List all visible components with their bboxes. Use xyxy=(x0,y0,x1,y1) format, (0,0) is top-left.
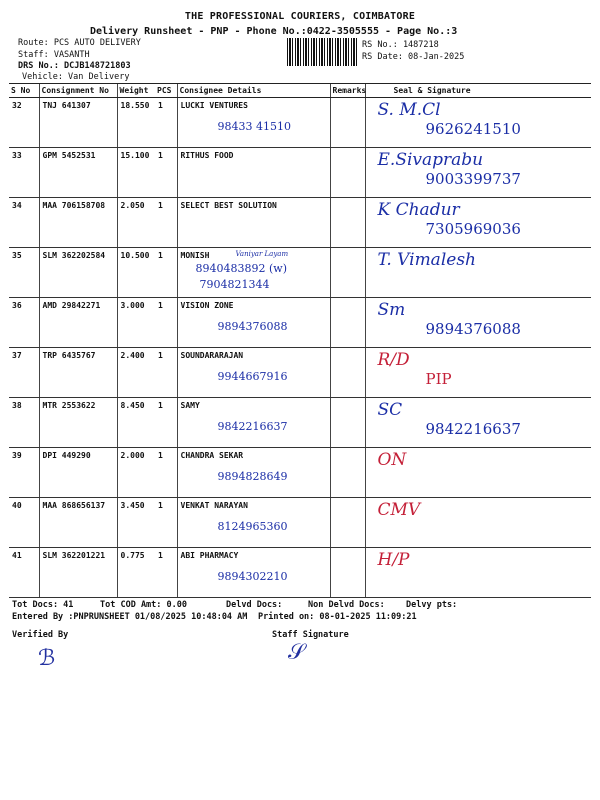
handwritten-signature: Sm xyxy=(377,300,406,320)
seal-signature-cell xyxy=(365,98,591,148)
consignee-cell xyxy=(177,148,330,198)
handwritten-seal-note: 9626241510 xyxy=(425,120,521,138)
consignment-no: TRP 6435767 xyxy=(39,348,117,398)
pcs: 1 xyxy=(155,248,177,298)
weight: 0.775 xyxy=(117,548,155,598)
handwritten-phone: 9842216637 xyxy=(217,420,288,433)
consignment-no: SLM 362201221 xyxy=(39,548,117,598)
company-title: THE PROFESSIONAL COURIERS, COIMBATORE xyxy=(184,11,416,22)
pcs: 1 xyxy=(155,298,177,348)
pcs: 1 xyxy=(155,398,177,448)
consignee-cell xyxy=(177,548,330,598)
consignee-name: SOUNDARARAJAN xyxy=(180,351,244,360)
col-consignment: Consignment No xyxy=(39,84,117,98)
handwritten-note: Vaniyar Layam xyxy=(235,250,289,258)
sno: 41 xyxy=(9,548,39,598)
runsheet-subtitle: Delivery Runsheet - PNP - Phone No.:0422-3505555 - Page No.:3 xyxy=(90,26,458,37)
staff-signature-label: Staff Signature xyxy=(272,630,349,640)
sno: 40 xyxy=(9,498,39,548)
consignment-no: MTR 2553622 xyxy=(39,398,117,448)
seal-signature-cell xyxy=(365,448,591,498)
handwritten-seal-note: PIP xyxy=(425,370,452,388)
remarks xyxy=(330,298,365,348)
consignee-cell xyxy=(177,298,330,348)
table-row xyxy=(9,198,591,248)
remarks xyxy=(330,448,365,498)
sno: 32 xyxy=(9,98,39,148)
weight: 2.400 xyxy=(117,348,155,398)
tot-docs: Tot Docs: 41 xyxy=(12,600,74,610)
handwritten-phone-2: 7904821344 xyxy=(199,278,270,291)
seal-signature-cell xyxy=(365,398,591,448)
weight: 3.000 xyxy=(117,298,155,348)
consignee-cell xyxy=(177,198,330,248)
handwritten-signature: SC xyxy=(377,400,403,420)
handwritten-signature: R/D xyxy=(377,350,410,370)
col-consignee: Consignee Details xyxy=(177,84,330,98)
seal-signature-cell xyxy=(365,298,591,348)
consignee-cell xyxy=(177,398,330,448)
consignee-name: MONISH xyxy=(180,251,210,260)
sno: 37 xyxy=(9,348,39,398)
table-header-row xyxy=(9,84,591,98)
seal-signature-cell xyxy=(365,498,591,548)
consignee-name: SELECT BEST SOLUTION xyxy=(180,201,277,210)
table-row xyxy=(9,98,591,148)
handwritten-seal-note: 9003399737 xyxy=(425,170,521,188)
remarks xyxy=(330,198,365,248)
weight: 2.050 xyxy=(117,198,155,248)
handwritten-phone: 9894302210 xyxy=(217,570,288,583)
pcs: 1 xyxy=(155,198,177,248)
consignment-no: GPM 5452531 xyxy=(39,148,117,198)
consignee-name: VISION ZONE xyxy=(180,301,234,310)
remarks xyxy=(330,148,365,198)
weight: 15.100 xyxy=(117,148,155,198)
drs-number: DRS No.: DCJB148721803 xyxy=(18,61,131,71)
weight: 10.500 xyxy=(117,248,155,298)
table-row xyxy=(9,548,591,598)
verified-by: Verified By xyxy=(12,630,69,640)
handwritten-signature: CMV xyxy=(377,500,421,520)
handwritten-signature: H/P xyxy=(377,550,410,570)
consignee-cell xyxy=(177,248,330,298)
table-row xyxy=(9,148,591,198)
seal-signature-cell xyxy=(365,148,591,198)
consignee-name: RITHUS FOOD xyxy=(180,151,234,160)
table-row xyxy=(9,248,591,298)
pcs: 1 xyxy=(155,148,177,198)
entered-by: Entered By :PNPRUNSHEET 01/08/2025 10:48:04 AM xyxy=(12,612,248,622)
col-seal: Seal & Signature xyxy=(365,84,591,98)
remarks xyxy=(330,398,365,448)
handwritten-phone: 98433 41510 xyxy=(217,120,291,133)
col-weight: Weight xyxy=(117,84,155,98)
staff-signature: 𝒮 xyxy=(288,640,306,665)
printed-on: Printed on: 08-01-2025 11:09:21 xyxy=(258,612,417,622)
handwritten-signature: T. Vimalesh xyxy=(377,250,476,270)
seal-signature-cell xyxy=(365,348,591,398)
route-label: Route: PCS AUTO DELIVERY xyxy=(18,38,141,48)
handwritten-seal-note: 9842216637 xyxy=(425,420,521,438)
rs-date: RS Date: 08-Jan-2025 xyxy=(362,52,465,62)
table-row xyxy=(9,298,591,348)
handwritten-signature: ON xyxy=(377,450,407,470)
vehicle-label: Vehicle: Van Delivery xyxy=(22,72,130,82)
handwritten-signature: E.Sivaprabu xyxy=(377,150,484,170)
barcode xyxy=(287,38,357,66)
sno: 34 xyxy=(9,198,39,248)
pcs: 1 xyxy=(155,548,177,598)
weight: 8.450 xyxy=(117,398,155,448)
seal-signature-cell xyxy=(365,248,591,298)
rs-number: RS No.: 1487218 xyxy=(362,40,439,50)
handwritten-phone: 9944667916 xyxy=(217,370,288,383)
col-sno: S No xyxy=(9,84,39,98)
handwritten-signature: S. M.Cl xyxy=(377,100,441,120)
handwritten-phone: 8124965360 xyxy=(217,520,288,533)
consignment-no: DPI 449290 xyxy=(39,448,117,498)
sno: 35 xyxy=(9,248,39,298)
handwritten-seal-note: 9894376088 xyxy=(425,320,521,338)
consignee-name: ABI PHARMACY xyxy=(180,551,239,560)
seal-signature-cell xyxy=(365,198,591,248)
pcs: 1 xyxy=(155,448,177,498)
table-row xyxy=(9,448,591,498)
weight: 18.550 xyxy=(117,98,155,148)
col-remarks: Remarks xyxy=(330,84,365,98)
handwritten-phone: 9894376088 xyxy=(217,320,288,333)
tot-cod: Tot COD Amt: 0.00 xyxy=(100,600,187,610)
pcs: 1 xyxy=(155,498,177,548)
consignment-no: AMD 29842271 xyxy=(39,298,117,348)
remarks xyxy=(330,248,365,298)
consignee-name: LUCKI VENTURES xyxy=(180,101,248,110)
runsheet-table xyxy=(9,83,591,598)
table-row xyxy=(9,348,591,398)
sno: 38 xyxy=(9,398,39,448)
col-pcs: PCS xyxy=(155,84,177,98)
handwritten-signature: K Chadur xyxy=(377,200,460,220)
seal-signature-cell xyxy=(365,548,591,598)
weight: 2.000 xyxy=(117,448,155,498)
consignee-cell xyxy=(177,448,330,498)
consignee-name: SAMY xyxy=(180,401,200,410)
verifier-signature: ℬ xyxy=(38,646,56,671)
handwritten-phone: 9894828649 xyxy=(217,470,288,483)
sno: 33 xyxy=(9,148,39,198)
consignee-cell xyxy=(177,98,330,148)
consignee-name: VENKAT NARAYAN xyxy=(180,501,248,510)
delvy-pts: Delvy pts: xyxy=(406,600,458,610)
consignment-no: MAA 868656137 xyxy=(39,498,117,548)
consignee-cell xyxy=(177,498,330,548)
remarks xyxy=(330,98,365,148)
remarks xyxy=(330,548,365,598)
pcs: 1 xyxy=(155,348,177,398)
sno: 39 xyxy=(9,448,39,498)
table-row xyxy=(9,398,591,448)
staff-label: Staff: VASANTH xyxy=(18,50,90,60)
handwritten-seal-note: 7305969036 xyxy=(425,220,521,238)
sno: 36 xyxy=(9,298,39,348)
pcs: 1 xyxy=(155,98,177,148)
remarks xyxy=(330,348,365,398)
consignee-cell xyxy=(177,348,330,398)
non-delvd-docs: Non Delvd Docs: xyxy=(308,600,385,610)
table-row xyxy=(9,498,591,548)
consignment-no: TNJ 641307 xyxy=(39,98,117,148)
consignee-name: CHANDRA SEKAR xyxy=(180,451,244,460)
delvd-docs: Delvd Docs: xyxy=(226,600,283,610)
weight: 3.450 xyxy=(117,498,155,548)
consignment-no: MAA 706158708 xyxy=(39,198,117,248)
remarks xyxy=(330,498,365,548)
consignment-no: SLM 362202584 xyxy=(39,248,117,298)
handwritten-phone: 8940483892 (w) xyxy=(195,262,287,275)
